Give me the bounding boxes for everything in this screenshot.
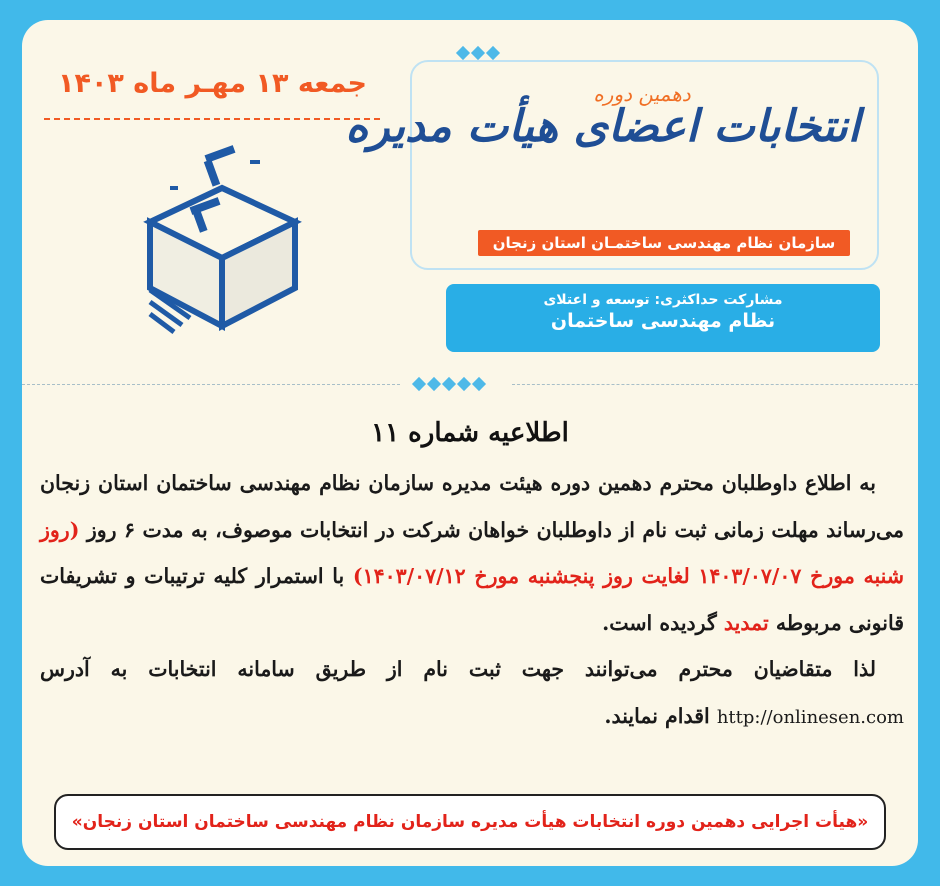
notice-p1-text: به اطلاع داوطلبان محترم دهمین دوره هیئت مدیره سازمان نظام مهندسی ساختمان استان زنجان می‌رساند مهلت زمانی ثبت نام از داوطلبان خواهان شرکت در انتخابات موصوف، به مدت ۶ روز: [40, 471, 904, 542]
separator-left: [22, 384, 400, 386]
election-date: جمعه ۱۳ مهـر ماه ۱۴۰۳: [57, 68, 368, 99]
slogan-box: [446, 284, 880, 352]
notice-p1-text-3: گردیده است.: [602, 610, 717, 635]
organization-badge: سازمان نظام مهندسی ساختمـان استان زنجان: [478, 230, 850, 256]
notice-title: اطلاعیه شماره ۱۱: [371, 418, 569, 448]
notice-p2-text-2: اقدام نمایند.: [604, 703, 710, 728]
date-underline: [44, 118, 380, 120]
registration-url[interactable]: http://onlinesen.com: [716, 706, 904, 728]
notice-paragraph-1: [40, 460, 904, 646]
slogan-line-2: نظام مهندسی ساختمان: [550, 310, 776, 332]
registration-period: (روز شنبه مورخ ۱۴۰۳/۰۷/۰۷ لغایت روز پنجشنبه مورخ ۱۴۰۳/۰۷/۱۲): [40, 517, 904, 588]
decorative-dots-top: [458, 48, 498, 58]
election-term-label: دهمین دوره: [593, 82, 691, 106]
slogan-line-1: مشارکت حداکثری: توسعه و اعتلای: [543, 292, 783, 308]
notice-body: [40, 460, 904, 741]
ballot-box-icon: [130, 140, 310, 340]
election-title: انتخابات اعضای هیأت مدیره: [345, 101, 860, 152]
issuer-signature: «هیأت اجرایی دهمین دوره انتخابات هیأت مدیره سازمان نظام مهندسی ساختمان استان زنجان»: [54, 794, 886, 850]
separator-right: [512, 384, 918, 386]
notice-p1-text-2: با استمرار کلیه ترتیبات و تشریفات قانونی مربوطه: [40, 564, 904, 635]
extended-word: تمدید: [723, 610, 769, 635]
notice-paragraph-2: [40, 646, 904, 741]
notice-p2-text: لذا متقاضیان محترم می‌توانند جهت ثبت نام از طریق سامانه انتخابات به آدرس: [40, 657, 876, 681]
decorative-dots-middle: [414, 379, 484, 389]
